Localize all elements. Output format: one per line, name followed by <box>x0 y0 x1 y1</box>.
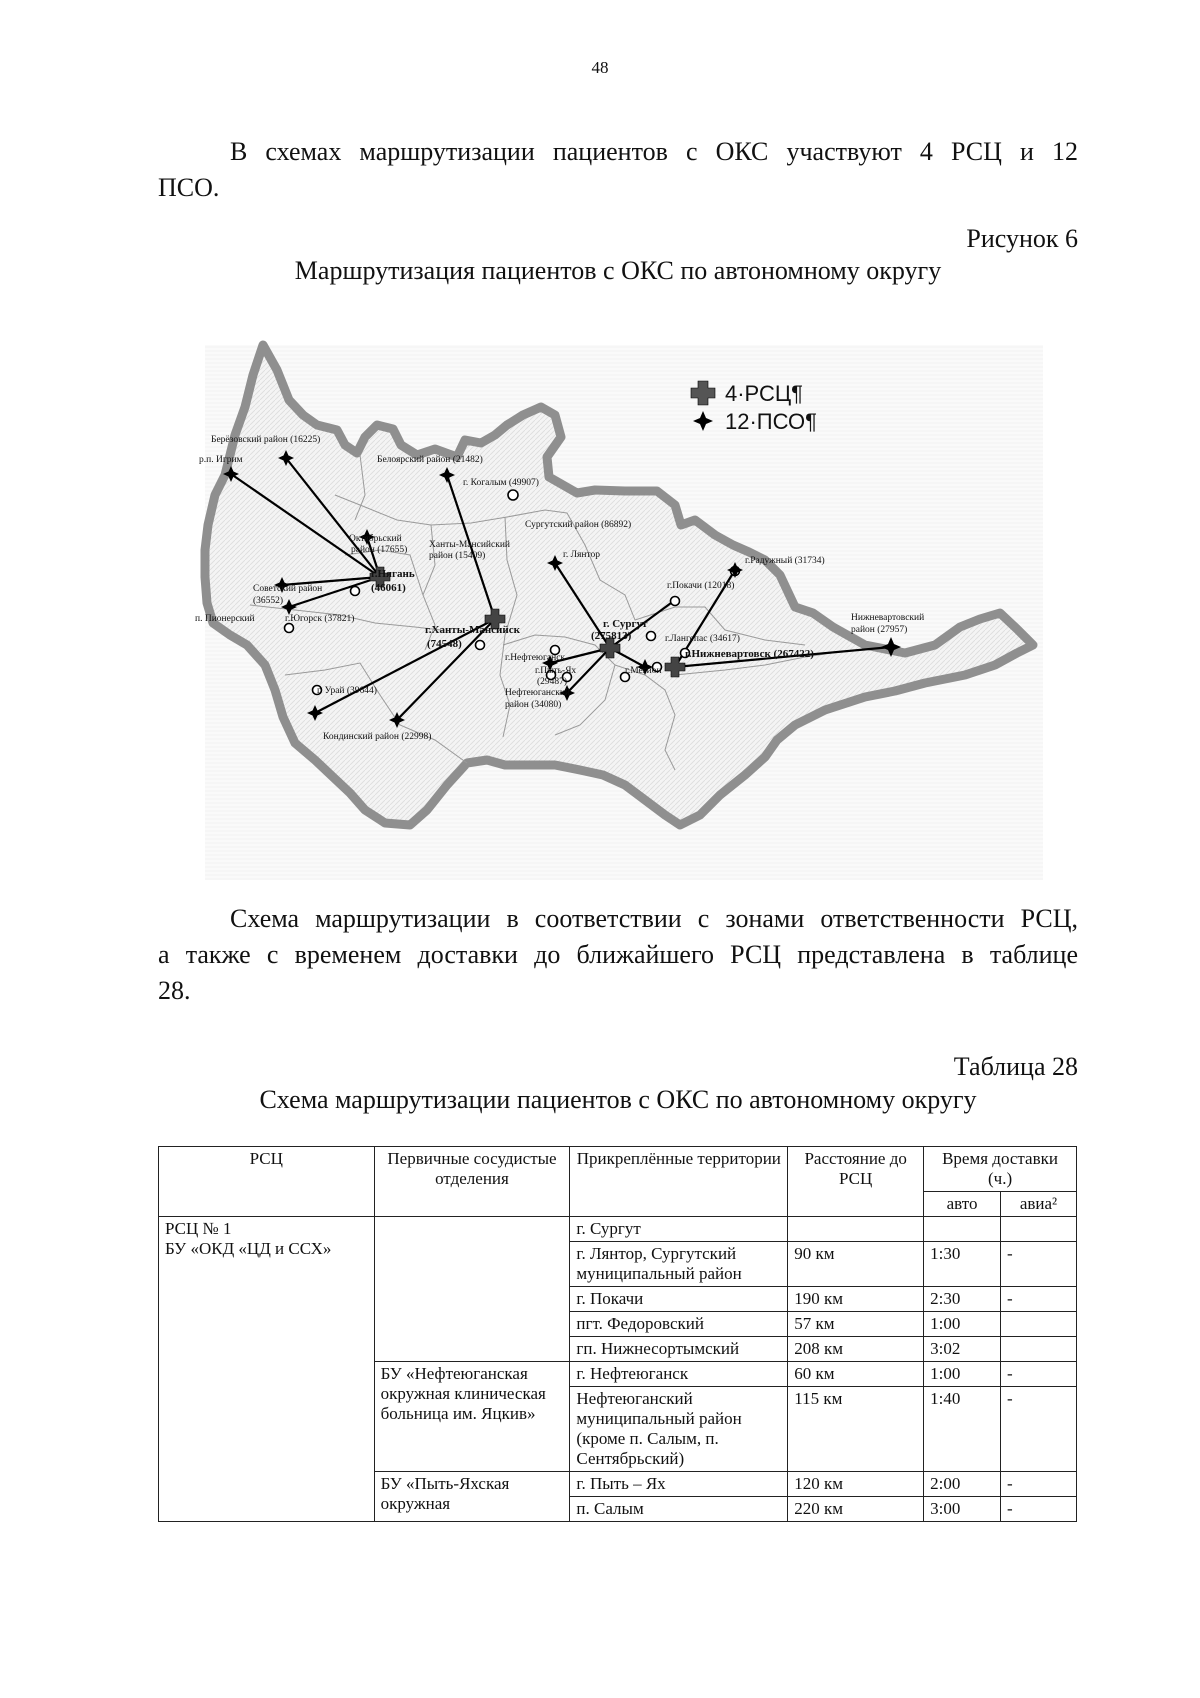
label-surgut-1: г. Сургут <box>603 618 648 630</box>
label-beloyarsky: Белоярский район (21482) <box>377 455 483 465</box>
figure-label: Рисунок 6 <box>966 224 1078 253</box>
avia-time-cell <box>1001 1337 1077 1362</box>
legend-rsc-label: 4·РСЦ¶ <box>725 381 803 406</box>
territory-cell: Нефтеюганский муниципальный район (кроме п. Салым, п. Сентябрьский) <box>570 1387 788 1472</box>
avia-time-cell <box>1001 1312 1077 1337</box>
auto-time-cell: 1:00 <box>924 1312 1001 1337</box>
header-avia: авиа² <box>1001 1192 1077 1217</box>
territory-cell: п. Салым <box>570 1497 788 1522</box>
header-auto: авто <box>924 1192 1001 1217</box>
paragraph-2-line-3: 28. <box>158 976 191 1005</box>
territory-cell: г. Покачи <box>570 1287 788 1312</box>
pso-cell-nefteyugansk: БУ «Нефтеюганская окружная клиническая больница им. Яцкив» <box>374 1362 570 1472</box>
rsc-name-line-1: РСЦ № 1 <box>165 1219 232 1238</box>
label-nefteyugansk: г.Нефтеюганск <box>505 653 566 663</box>
avia-time-cell <box>1001 1217 1077 1242</box>
label-pyt-yakh-2: (29487) <box>537 677 568 687</box>
label-surgutsky: Сургутский район (86892) <box>525 520 632 530</box>
rsc-cell <box>159 1217 375 1522</box>
rsc-name-line-2: БУ «ОКД «ЦД и ССХ» <box>165 1239 332 1258</box>
label-kogalym: г. Когалым (49907) <box>463 478 539 488</box>
label-pyt-yakh-1: г.Пыть-Ях <box>535 666 577 676</box>
header-rsc: РСЦ <box>159 1147 375 1217</box>
label-oktyabrsky-1: Октябрьский <box>349 534 402 544</box>
label-pokachi: г.Покачи (12018) <box>667 581 735 591</box>
distance-cell <box>788 1217 924 1242</box>
table-row <box>159 1217 1077 1242</box>
label-nizhnevartovsky-1: Нижневартовский <box>851 613 925 623</box>
label-oktyabrsky-2: район (17655) <box>351 545 408 555</box>
label-khanty-2: (74548) <box>427 638 462 650</box>
territory-cell: пгт. Федоровский <box>570 1312 788 1337</box>
auto-time-cell: 2:00 <box>924 1472 1001 1497</box>
label-nizhnevartovsk: г.Нижневартовск (267422) <box>685 648 814 660</box>
figure-title: Маршрутизация пациентов с ОКС по автономному округу <box>294 256 942 285</box>
table-label: Таблица 28 <box>953 1052 1078 1081</box>
label-pionersky: п. Пионерский <box>195 614 255 624</box>
avia-time-cell: - <box>1001 1472 1077 1497</box>
label-megion: г.Мегион <box>625 666 662 676</box>
table-title: Схема маршрутизации пациентов с ОКС по автономному округу <box>259 1085 977 1114</box>
distance-cell: 208 км <box>788 1337 924 1362</box>
auto-time-cell: 1:00 <box>924 1362 1001 1387</box>
header-territories: Прикреплённые территории <box>570 1147 788 1217</box>
label-beryozovsky: Берёзовский район (16225) <box>211 435 321 445</box>
territory-cell: г. Нефтеюганск <box>570 1362 788 1387</box>
avia-time-cell: - <box>1001 1287 1077 1312</box>
label-khm-rayon-1: Ханты-Мансийский <box>429 540 510 550</box>
label-nyagan-2: (46061) <box>371 582 406 594</box>
label-langepas: г.Лангепас (34617) <box>665 634 740 644</box>
label-nyagan-1: г.Нягань <box>371 568 415 580</box>
distance-cell: 60 км <box>788 1362 924 1387</box>
distance-cell: 115 км <box>788 1387 924 1472</box>
label-sovetsky-2: (36552) <box>253 596 284 606</box>
pso-cell-pyt-yakh: БУ «Пыть-Яхская окружная <box>374 1472 570 1522</box>
territory-cell: г. Сургут <box>570 1217 788 1242</box>
paragraph-2-line-1: Схема маршрутизации в соответствии с зонами ответственности РСЦ, <box>230 904 1078 933</box>
label-igrim: р.п. Игрим <box>199 455 243 465</box>
paragraph-2-line-2: а также с временем доставки до ближайшего РСЦ представлена в таблице <box>158 940 1078 969</box>
intro-line-2: ПСО. <box>158 173 220 202</box>
intro-line-1: В схемах маршрутизации пациентов с ОКС участвуют 4 РСЦ и 12 <box>230 137 1078 166</box>
avia-time-cell: - <box>1001 1362 1077 1387</box>
label-khm-rayon-2: район (15409) <box>429 551 486 561</box>
distance-cell: 90 км <box>788 1242 924 1287</box>
auto-time-cell: 3:00 <box>924 1497 1001 1522</box>
auto-time-cell: 1:40 <box>924 1387 1001 1472</box>
header-pso: Первичные сосудистые отделения <box>374 1147 570 1217</box>
pso-cell-empty <box>374 1217 570 1362</box>
label-surgut-2: (275813) <box>591 630 632 642</box>
territory-cell: гп. Нижнесортымский <box>570 1337 788 1362</box>
territory-cell: г. Лянтор, Сургутский муниципальный район <box>570 1242 788 1287</box>
distance-cell: 120 км <box>788 1472 924 1497</box>
header-distance: Расстояние до РСЦ <box>788 1147 924 1217</box>
avia-time-cell: - <box>1001 1242 1077 1287</box>
label-yugorsk: г.Югорск (37821) <box>285 614 355 624</box>
distance-cell: 57 км <box>788 1312 924 1337</box>
label-nefteyugansky-2: район (34080) <box>505 700 562 710</box>
avia-time-cell: - <box>1001 1497 1077 1522</box>
label-lyantor: г. Лянтор <box>563 550 600 560</box>
intro-paragraph <box>158 134 1078 206</box>
label-raduzhny: г.Радужный (31734) <box>745 556 825 566</box>
label-nefteyugansky-1: Нефтеюганский <box>505 688 571 698</box>
avia-time-cell: - <box>1001 1387 1077 1472</box>
page-number: 48 <box>591 58 609 77</box>
label-uray: г. Урай (39644) <box>317 686 377 696</box>
label-sovetsky-1: Советский район <box>253 584 323 594</box>
territory-cell: г. Пыть – Ях <box>570 1472 788 1497</box>
distance-cell: 190 км <box>788 1287 924 1312</box>
auto-time-cell: 1:30 <box>924 1242 1001 1287</box>
label-nizhnevartovsky-2: район (27957) <box>851 625 908 635</box>
auto-time-cell: 2:30 <box>924 1287 1001 1312</box>
label-kondinsky: Кондинский район (22998) <box>323 732 432 742</box>
routing-map <box>195 345 1043 880</box>
header-time: Время доставки (ч.) <box>924 1147 1077 1192</box>
paragraph-2 <box>158 901 1078 1009</box>
legend-pso-label: 12·ПСО¶ <box>725 409 817 434</box>
label-khanty-1: г.Ханты-Мансийск <box>425 624 520 636</box>
auto-time-cell: 3:02 <box>924 1337 1001 1362</box>
distance-cell: 220 км <box>788 1497 924 1522</box>
routing-table <box>158 1146 1077 1522</box>
auto-time-cell <box>924 1217 1001 1242</box>
